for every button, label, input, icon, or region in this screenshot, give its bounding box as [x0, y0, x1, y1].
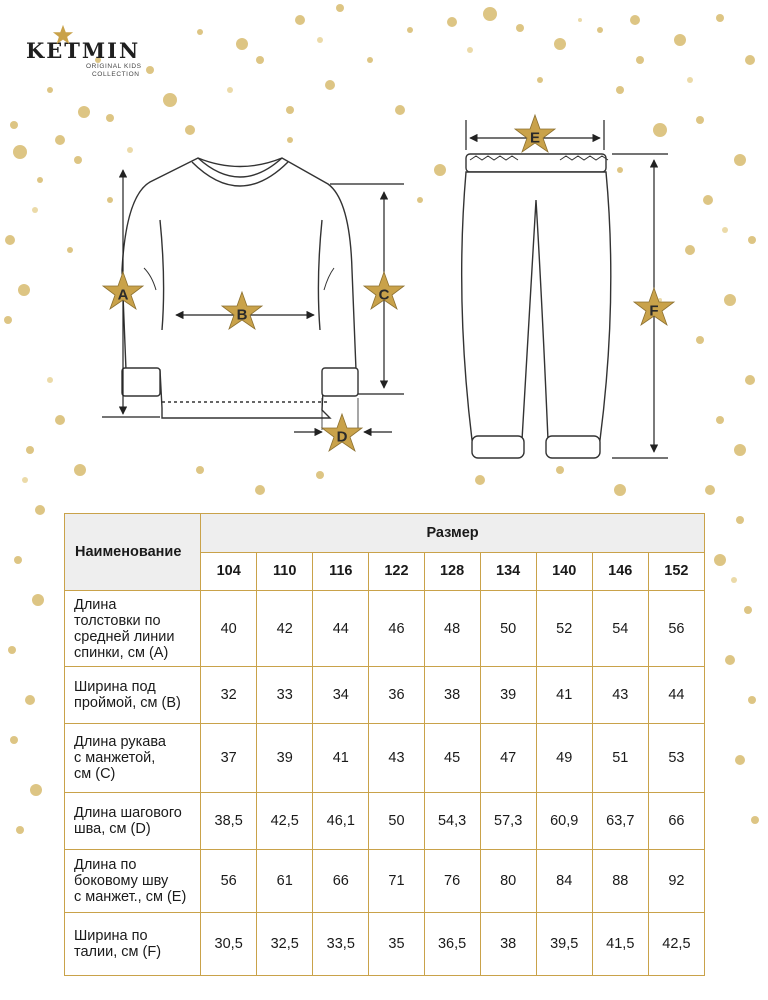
- row-label-line: толстовки по: [74, 612, 161, 629]
- table-cell: 41,5: [592, 913, 648, 976]
- table-cell: 51: [592, 724, 648, 793]
- table-cell: 54,3: [424, 793, 480, 850]
- marker-a-label: A: [117, 286, 129, 304]
- table-cell: 49: [536, 724, 592, 793]
- row-label-line: Длина шагового: [74, 805, 182, 821]
- table-cell: 33,5: [313, 913, 369, 976]
- table-cell: 40: [201, 591, 257, 667]
- size-header-cell: 116: [313, 552, 369, 591]
- measurements-body: [65, 591, 705, 976]
- table-cell: 84: [536, 850, 592, 913]
- table-cell: 41: [313, 724, 369, 793]
- row-label: [65, 591, 201, 667]
- row-label-line: Длина рукава: [74, 734, 166, 750]
- table-cell: 56: [648, 591, 704, 667]
- size-header-cell: 122: [369, 552, 424, 591]
- table-row: [65, 913, 705, 976]
- table-cell: 52: [536, 591, 592, 667]
- row-label-line: средней линии: [74, 628, 175, 645]
- table-cell: 66: [648, 793, 704, 850]
- row-label: [65, 724, 201, 793]
- table-cell: 54: [592, 591, 648, 667]
- size-header-cell: 110: [257, 552, 313, 591]
- table-cell: 38: [480, 913, 536, 976]
- marker-e: [515, 115, 555, 152]
- table-cell: 39: [480, 667, 536, 724]
- row-label: [65, 667, 201, 724]
- table-cell: 38,5: [201, 793, 257, 850]
- table-cell: 88: [592, 850, 648, 913]
- table-cell: 50: [369, 793, 424, 850]
- table-cell: 47: [480, 724, 536, 793]
- table-cell: 34: [313, 667, 369, 724]
- size-header-cell: 134: [480, 552, 536, 591]
- row-label-line: Ширина под: [74, 679, 156, 695]
- table-cell: 61: [257, 850, 313, 913]
- table-cell: 36: [369, 667, 424, 724]
- table-cell: 66: [313, 850, 369, 913]
- marker-d-label: D: [336, 428, 348, 446]
- size-header-cell: 104: [201, 552, 257, 591]
- row-label-line: с манжет., см (E): [74, 889, 187, 905]
- table-cell: 36,5: [424, 913, 480, 976]
- marker-e-label: E: [529, 129, 541, 147]
- table-cell: 53: [648, 724, 704, 793]
- row-label: [65, 850, 201, 913]
- table-row: [65, 667, 705, 724]
- row-label-line: Ширина по: [74, 928, 148, 944]
- table-cell: 32,5: [257, 913, 313, 976]
- table-cell: 80: [480, 850, 536, 913]
- table-cell: 71: [369, 850, 424, 913]
- table-cell: 33: [257, 667, 313, 724]
- name-column-header: Наименование: [65, 514, 201, 591]
- table-cell: 41: [536, 667, 592, 724]
- table-cell: 76: [424, 850, 480, 913]
- table-row: [65, 591, 705, 667]
- table-cell: 42: [257, 591, 313, 667]
- table-cell: 46: [369, 591, 424, 667]
- row-label-line: проймой, см (B): [74, 695, 181, 711]
- size-header-cell: 128: [424, 552, 480, 591]
- row-label-line: талии, см (F): [74, 944, 162, 960]
- size-header-cell: 152: [648, 552, 704, 591]
- brand-name: KETMIN: [26, 38, 141, 63]
- marker-f: [634, 288, 674, 325]
- size-chart-table: [64, 513, 705, 976]
- row-label-line: с манжетой,: [74, 750, 156, 766]
- row-label: [65, 913, 201, 976]
- table-row: [65, 793, 705, 850]
- table-cell: 38: [424, 667, 480, 724]
- table-row: [65, 850, 705, 913]
- table-cell: 63,7: [592, 793, 648, 850]
- row-label-line: боковому шву: [74, 873, 169, 889]
- sweatshirt-drawing: [122, 158, 358, 418]
- table-cell: 35: [369, 913, 424, 976]
- row-label-line: Длина по: [74, 857, 137, 873]
- size-header-cell: 140: [536, 552, 592, 591]
- table-cell: 42,5: [648, 913, 704, 976]
- table-cell: 56: [201, 850, 257, 913]
- marker-c: [364, 272, 404, 309]
- marker-d: [322, 414, 362, 451]
- table-cell: 46,1: [313, 793, 369, 850]
- table-cell: 44: [313, 591, 369, 667]
- table-cell: 37: [201, 724, 257, 793]
- size-column-header: Размер: [201, 514, 705, 553]
- table-cell: 45: [424, 724, 480, 793]
- table-cell: 43: [592, 667, 648, 724]
- table-cell: 42,5: [257, 793, 313, 850]
- row-label: [65, 793, 201, 850]
- table-cell: 44: [648, 667, 704, 724]
- brand-subtitle-line1: ORIGINAL KIDS: [86, 63, 142, 70]
- marker-c-label: C: [378, 286, 390, 304]
- table-cell: 43: [369, 724, 424, 793]
- marker-f-label: F: [649, 302, 659, 320]
- table-cell: 60,9: [536, 793, 592, 850]
- table-cell: 39: [257, 724, 313, 793]
- table-cell: 92: [648, 850, 704, 913]
- row-label-line: шва, см (D): [74, 821, 151, 837]
- row-label-line: см (C): [74, 766, 116, 782]
- table-cell: 48: [424, 591, 480, 667]
- table-cell: 50: [480, 591, 536, 667]
- row-label-line: Длина: [74, 596, 117, 613]
- pants-drawing: [462, 154, 611, 458]
- table-row: [65, 724, 705, 793]
- marker-b-label: B: [236, 306, 248, 324]
- table-cell: 32: [201, 667, 257, 724]
- brand-subtitle-line2: COLLECTION: [92, 71, 140, 78]
- size-header-cell: 146: [592, 552, 648, 591]
- table-cell: 57,3: [480, 793, 536, 850]
- row-label-line: спинки, см (А): [74, 644, 169, 661]
- table-cell: 30,5: [201, 913, 257, 976]
- table-cell: 39,5: [536, 913, 592, 976]
